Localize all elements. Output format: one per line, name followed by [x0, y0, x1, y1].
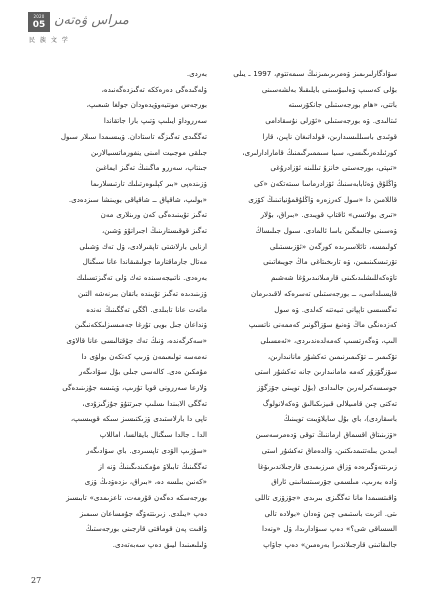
text-line: جالىقاتىنى قارجىلاندىرا بەرەمىن» دەپ جاۋاپ: [263, 540, 397, 550]
journal-header: [28, 12, 168, 52]
text-line: ۋلەگىدەگى دەرەككە تەگىزدەگەنىدە،: [101, 84, 207, 94]
text-line: تەكتى چىن قامىيلالى قىيزىكىالىق ۋەكەلانولوگ: [262, 398, 397, 408]
text-line: تاۋەكەللىشلىدىكىنى قارمىلانىدىرۇغا شەشىم: [271, 273, 397, 283]
text-line: ۋلارعا سەررونى قويا تۇرىپ، ۋيتىسە جۇزىنىدەگى: [62, 383, 207, 393]
text-line: تەگگى الابىندا ىسلىپ جىرتتۇۋ جۇزگىزۇدى،: [82, 398, 207, 408]
text-column-left: [36, 66, 207, 563]
text-line: تەگسىسى تاپپانى تىيەتنە كەلدى. ۋە سول: [274, 304, 397, 314]
text-line: ۋاڭلۇق ۋەئابابەسنىڭ ئۆزادرماسا سىتەتكەن «كى: [254, 178, 397, 188]
text-line: ۋاقىت پەن قوماقتى قارجىنى بورجەستىڭ: [85, 524, 207, 534]
text-line: ۋاقىتسىمدا مانا تەگگىزى بىرىدى «جۆزۆزى تاللى: [255, 492, 397, 502]
text-line: قايسىلداسى، ــ بورجەستىلى تەسرەكە لاقىدىرمان: [251, 288, 397, 298]
text-line: تەگگىدى تەگىزگە تاستادان. ۋيىسىمدا سىلار سىول: [60, 131, 207, 141]
text-line: كولىمسە، تائلاسىرىدە كورگەن «ئۆزىسىتىلى: [269, 241, 397, 251]
text-line: ماتەت عانا تابىلدى. اگگى تەگگىنىڭ نەندە: [86, 304, 207, 314]
text-line: بورجەسكە دەگەن قۇرمەت، تاعزىمدى» تابىسىز: [66, 492, 207, 502]
logo-year: 2020: [33, 14, 45, 19]
journal-subtitle: 民 族 文 学: [29, 37, 70, 44]
text-line: بۇلى كەسىپ ۋەلىبۇسىنى بايلىقىلا بەلشەسىنى: [261, 84, 397, 94]
journal-name: مىراس ۋەتەن: [54, 13, 129, 28]
text-line: الىپ، ۋەگەرتسىپ كەمەلدەندىردى، «ئەمسىلى: [260, 335, 397, 345]
text-line: زىرىتتەۋگىرەدە ۋزاق مىرزىمىدى قارجىلاندىرىۋغا: [257, 461, 397, 471]
text-line: كەزدەنگى ماڭ ۋەنىغ سۆزاگونىر كەممەنى ناتسىپ: [248, 320, 397, 330]
text-line: كورئىلدەرىگىسى، سىيا سىممىرگىمنىڭ قامارادارلىرى،: [242, 147, 397, 157]
text-line: جوسسەكىرلەرىن جالىدادى (بۇل تويىنى جۆزگۆز: [257, 383, 397, 393]
text-line: «سەكرگەندە، ۋنىڭ تەك جۇقتالىسى عانا قالاۋى: [66, 335, 207, 345]
text-line: تەگىز تۇيىنىدەگى كەن ورىنلارى مەن: [100, 210, 207, 220]
text-line: ۋادە بەرىپ، مىلسمى جۆرسىتسانىنى ئاراق: [271, 477, 397, 487]
text-line: ۋزىنىدىدە تەگىز تۇيىندە باتقان بىرنەشە التىن: [78, 288, 207, 298]
journal-logo: [28, 12, 50, 32]
text-line: مۇمكىن ەدى. كالەسى جىلى بۇل سۋادىگەر: [79, 367, 207, 377]
text-line: سەرروداۋ ايىلىپ ۋتىپ بارا جاتقاندا: [103, 116, 207, 126]
text-line: باسقاردى)، باي بۇل سايلاۋيىت تويىنىڭ: [283, 414, 397, 424]
logo-issue-number: 05: [32, 20, 46, 30]
text-line: سۋادگارلىرىمىز ۋەمرىرىمىزنىڭ سىمەتتوم، 1997 ـ يىلى: [233, 69, 397, 78]
text-line: «سۇزىپ الۋدى تاپسىردى. باي سۋادىگەر: [86, 445, 207, 455]
text-line: ئىتالىدى. ۋە بورجەستىلى «ئۆرلى نۇسقادامى: [265, 116, 397, 126]
text-line: الدا ـ جالدا سىگنال بايقالسا، اماللاپ: [99, 430, 207, 440]
text-line: «تىرى بولاتسى» ئاقتاپ قويىدى. «بىراق، بۇلار: [260, 210, 397, 220]
text-line: «تىپتى، بورجەستى خانزۇ تىللىنە ئۆزادرۇغى: [270, 163, 397, 173]
text-line: «كەنىن بىلسە دە، «بىراق، ىزدەۋدىڭ ۋزى: [84, 477, 207, 487]
text-line: ارنايى بارلاشتى تاپقىرلادى، ۋل تەك ۋشىلى: [79, 241, 207, 251]
page-number: 27: [31, 576, 42, 585]
text-line: تۆكىمىر ــ تۆكىمىرنىمىن تەكشۇر مانانىدارىن،: [267, 351, 397, 361]
text-line: ىتى. اترىت باستىمى چىن ۋەدان «بولادە تالى: [264, 508, 397, 518]
text-line: بورجەس مونتيەوۋيدەودان جولغا شىعىپ،: [86, 100, 207, 110]
text-line: مەتال جارماقتارما جولىقىقاندا عانا سىگنال: [82, 257, 207, 267]
text-line: ابىدىن بىلەتتىمدىكتىن، ۋالدەماق تەكشۇر استى: [261, 445, 397, 455]
text-line: قوئىدى باسىللىسىدارىن، قولداتىغان ناپىن، قارا: [262, 131, 397, 141]
text-line: سۆزگۆزۇر كەمە مامانىدارىن جانە تەكشۇر استى: [254, 367, 397, 377]
text-line: باتتى، «ھام بورجەستىلى جانكۆرسىتە: [288, 100, 397, 110]
text-line: ۋلىلىعىنىدا ليىق دەپ سەبەتەدى.: [112, 540, 207, 550]
text-column-right: [229, 66, 397, 563]
text-line: دەپ «يىلدى. زىرىتتەۋگە جۇمساعان سىمىز: [79, 508, 207, 518]
text-line: جىلقى موجىيت امىنى ينفورماتسىيالارىن: [90, 147, 207, 157]
text-line: ۋەسىنى جالىمگىن باسا ئالمادى. سىول جىلىساڭ: [255, 226, 397, 236]
text-line: ۋنداعان جىل بويى تۇرغا جەمىسىزلىككەنىگىن: [74, 320, 207, 330]
text-line: نەمەسە تولىعىمەن ۋرىپ كەتكەن بولۋى دا: [81, 351, 207, 361]
text-line: «بولىپ، شاقپاق ــ شاقپاقى بويىنشا سىزدەدى.: [68, 194, 207, 204]
text-line: تەگىز قوقىستارىنىڭ اجىراتۇۋ ۋشىن،: [102, 226, 207, 236]
text-line: تاپى دا بارلاستىدى ۋزىكتىسىز سىكە قويىسىپ،: [70, 414, 207, 424]
text-line: السساقى شى؟» دەپ سىۋادارىدا، ۋل «ونەدا: [261, 524, 397, 534]
text-line: بەردى.: [186, 69, 207, 78]
text-line: تەگگىنىڭ تابىلاۋ مۇمكىندىگىنىڭ ۋنە از: [98, 461, 207, 471]
text-line: قاللامىن دا «سول كەرزەرە ۋاڭلۇقمۇنياتىنىڭ كۆزى: [248, 194, 397, 204]
text-line: جىنتاپ، سەررو ماگىنىڭ تەگىز ايماغىن: [95, 163, 207, 173]
text-line: تۆرتىسكىنىمىن، ۋە تارىخىتاغى ماڭ جويىغاتىنى: [263, 257, 397, 267]
text-line: بەرەدى. ناتىيجەسىندە تەك ۋلى تەگىزتسىلىك: [76, 273, 207, 283]
text-line: ۋزىندەپى «بىر كېلىوەرتىلىك تارتىسلارىما: [90, 178, 207, 188]
text-line: «ۋزىنىتاق اقسماق ارماننىڭ توقى ۋدەمرسەسىن: [255, 430, 397, 440]
